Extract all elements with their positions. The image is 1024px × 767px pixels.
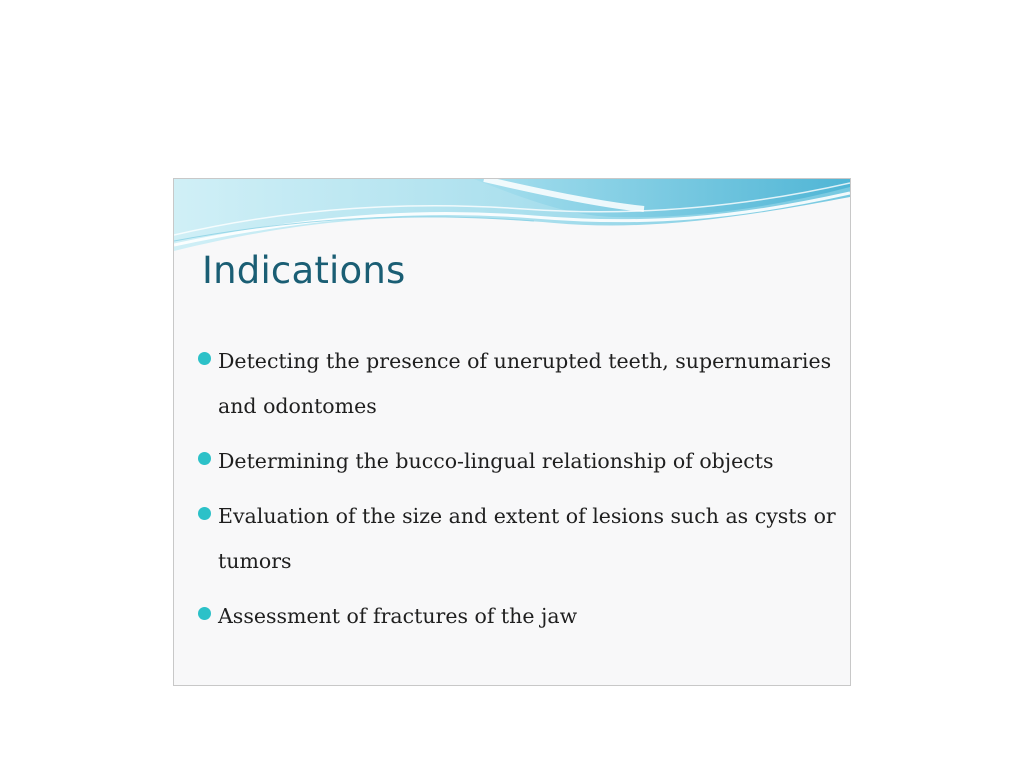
list-item: [198, 439, 838, 484]
bullet-text: Evaluation of the size and extent of lesions such as cysts or tumors: [218, 504, 836, 573]
bullet-list: [198, 339, 838, 649]
list-item: [198, 494, 838, 584]
bullet-text: Determining the bucco-lingual relationship of objects: [218, 449, 774, 473]
bullet-dot-icon: [198, 507, 211, 520]
bullet-text: Assessment of fractures of the jaw: [218, 604, 578, 628]
list-item: [198, 594, 838, 639]
slide-title: Indications: [202, 249, 406, 292]
list-item: [198, 339, 838, 429]
bullet-dot-icon: [198, 352, 211, 365]
slide: [173, 178, 851, 686]
bullet-dot-icon: [198, 452, 211, 465]
decorative-wave-header: [174, 179, 850, 259]
bullet-text: Detecting the presence of unerupted teeth, supernumaries and odontomes: [218, 349, 832, 418]
bullet-dot-icon: [198, 607, 211, 620]
